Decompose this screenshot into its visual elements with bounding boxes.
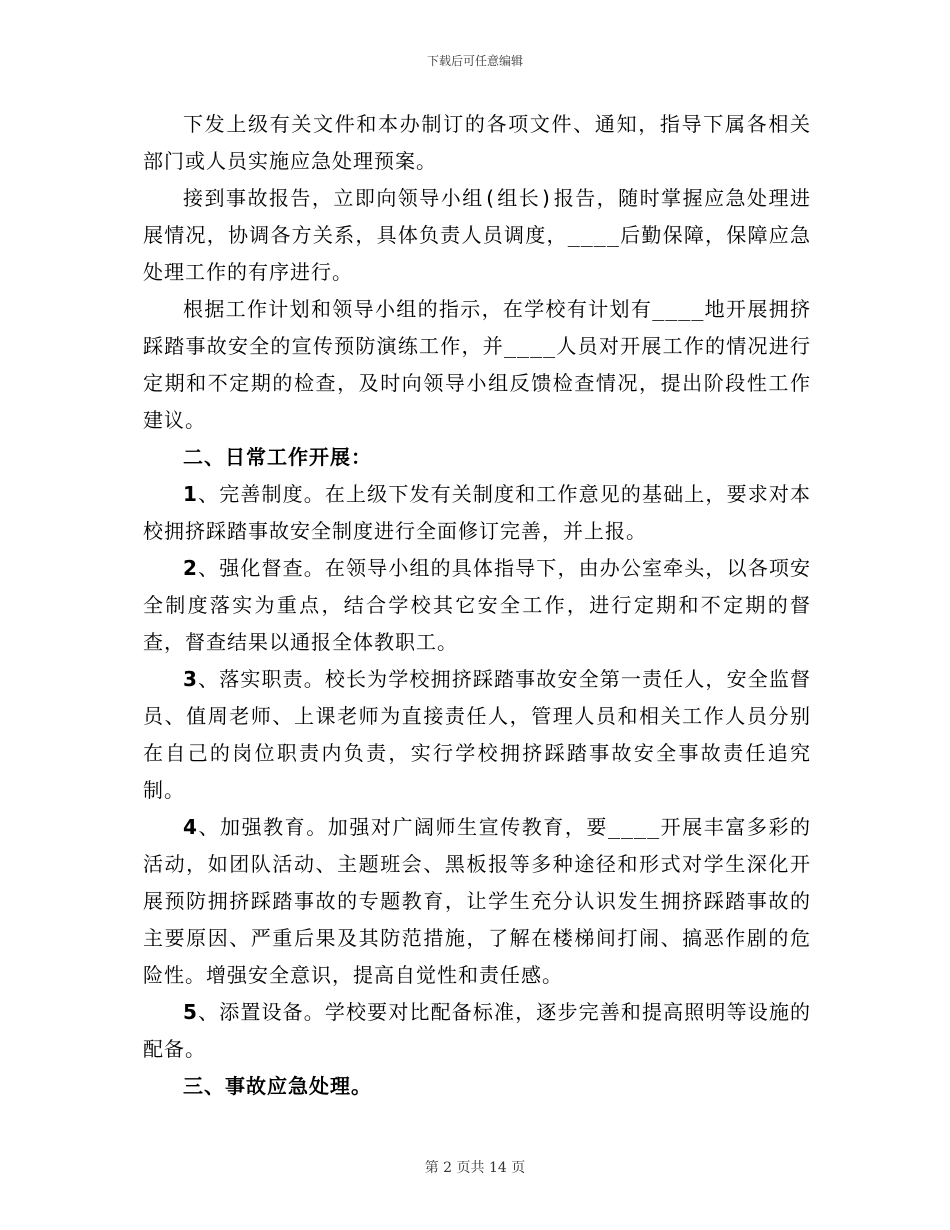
list-item-1-number: 1 [183,482,198,506]
list-item-1 [143,476,811,550]
list-item-2-number: 2 [183,556,198,580]
list-item-5-text: 、添置设备。学校要对比配备标准，逐步完善和提高照明等设施的配备。 [143,1000,811,1061]
document-body [143,106,811,1105]
list-item-4 [143,809,811,994]
list-item-2-text: 、强化督查。在领导小组的具体指导下，由办公室牵头，以各项安全制度落实为重点，结合学校其它安全工作，进行定期和不定期的督查，督查结果以通报全体教职工。 [143,556,811,654]
list-item-4-text: 、加强教育。加强对广阔师生宣传教育，要____开展丰富多彩的活动，如团队活动、主题班会、黑板报等多种途径和形式对学生深化开展预防拥挤踩踏事故的专题教育，让学生充分认识发生拥挤踩踏事故的主要原因、严重后果及其防范措施，了解在楼梯间打闹、搞恶作剧的危险性。增强安全意识，提高自觉性和责任感。 [143,815,811,987]
list-item-1-text: 、完善制度。在上级下发有关制度和工作意见的基础上，要求对本校拥挤踩踏事故安全制度进行全面修订完善，并上报。 [143,482,811,543]
page-header: 下载后可任意编辑 [426,54,523,68]
paragraph-1: 下发上级有关文件和本办制订的各项文件、通知，指导下属各相关部门或人员实施应急处理预案。 [143,112,811,173]
list-item-3 [143,661,811,809]
list-item-3-text: 、落实职责。校长为学校拥挤踩踏事故安全第一责任人，安全监督员、值周老师、上课老师为直接责任人，管理人员和相关工作人员分别在自己的岗位职责内负责，实行学校拥挤踩踏事故安全事故责任追究制。 [143,667,811,802]
section-heading-emergency: 三、事故应急处理。 [183,1074,372,1098]
section-heading-daily-work: 二、日常工作开展： [183,445,372,469]
list-item-5 [143,994,811,1068]
paragraph-2: 接到事故报告，立即向领导小组(组长)报告，随时掌握应急处理进展情况，协调各方关系，具体负责人员调度，____后勤保障，保障应急处理工作的有序进行。 [143,186,811,284]
list-item-5-number: 5 [183,1000,198,1024]
list-item-4-number: 4 [183,815,198,839]
list-item-2 [143,550,811,661]
page-footer: 第 2 页共 14 页 [424,1160,526,1176]
paragraph-3: 根据工作计划和领导小组的指示，在学校有计划有____地开展拥挤踩踏事故安全的宣传预防演练工作，并____人员对开展工作的情况进行定期和不定期的检查，及时向领导小组反馈检查情况，提出阶段性工作建议。 [143,297,811,432]
list-item-3-number: 3 [183,667,198,691]
